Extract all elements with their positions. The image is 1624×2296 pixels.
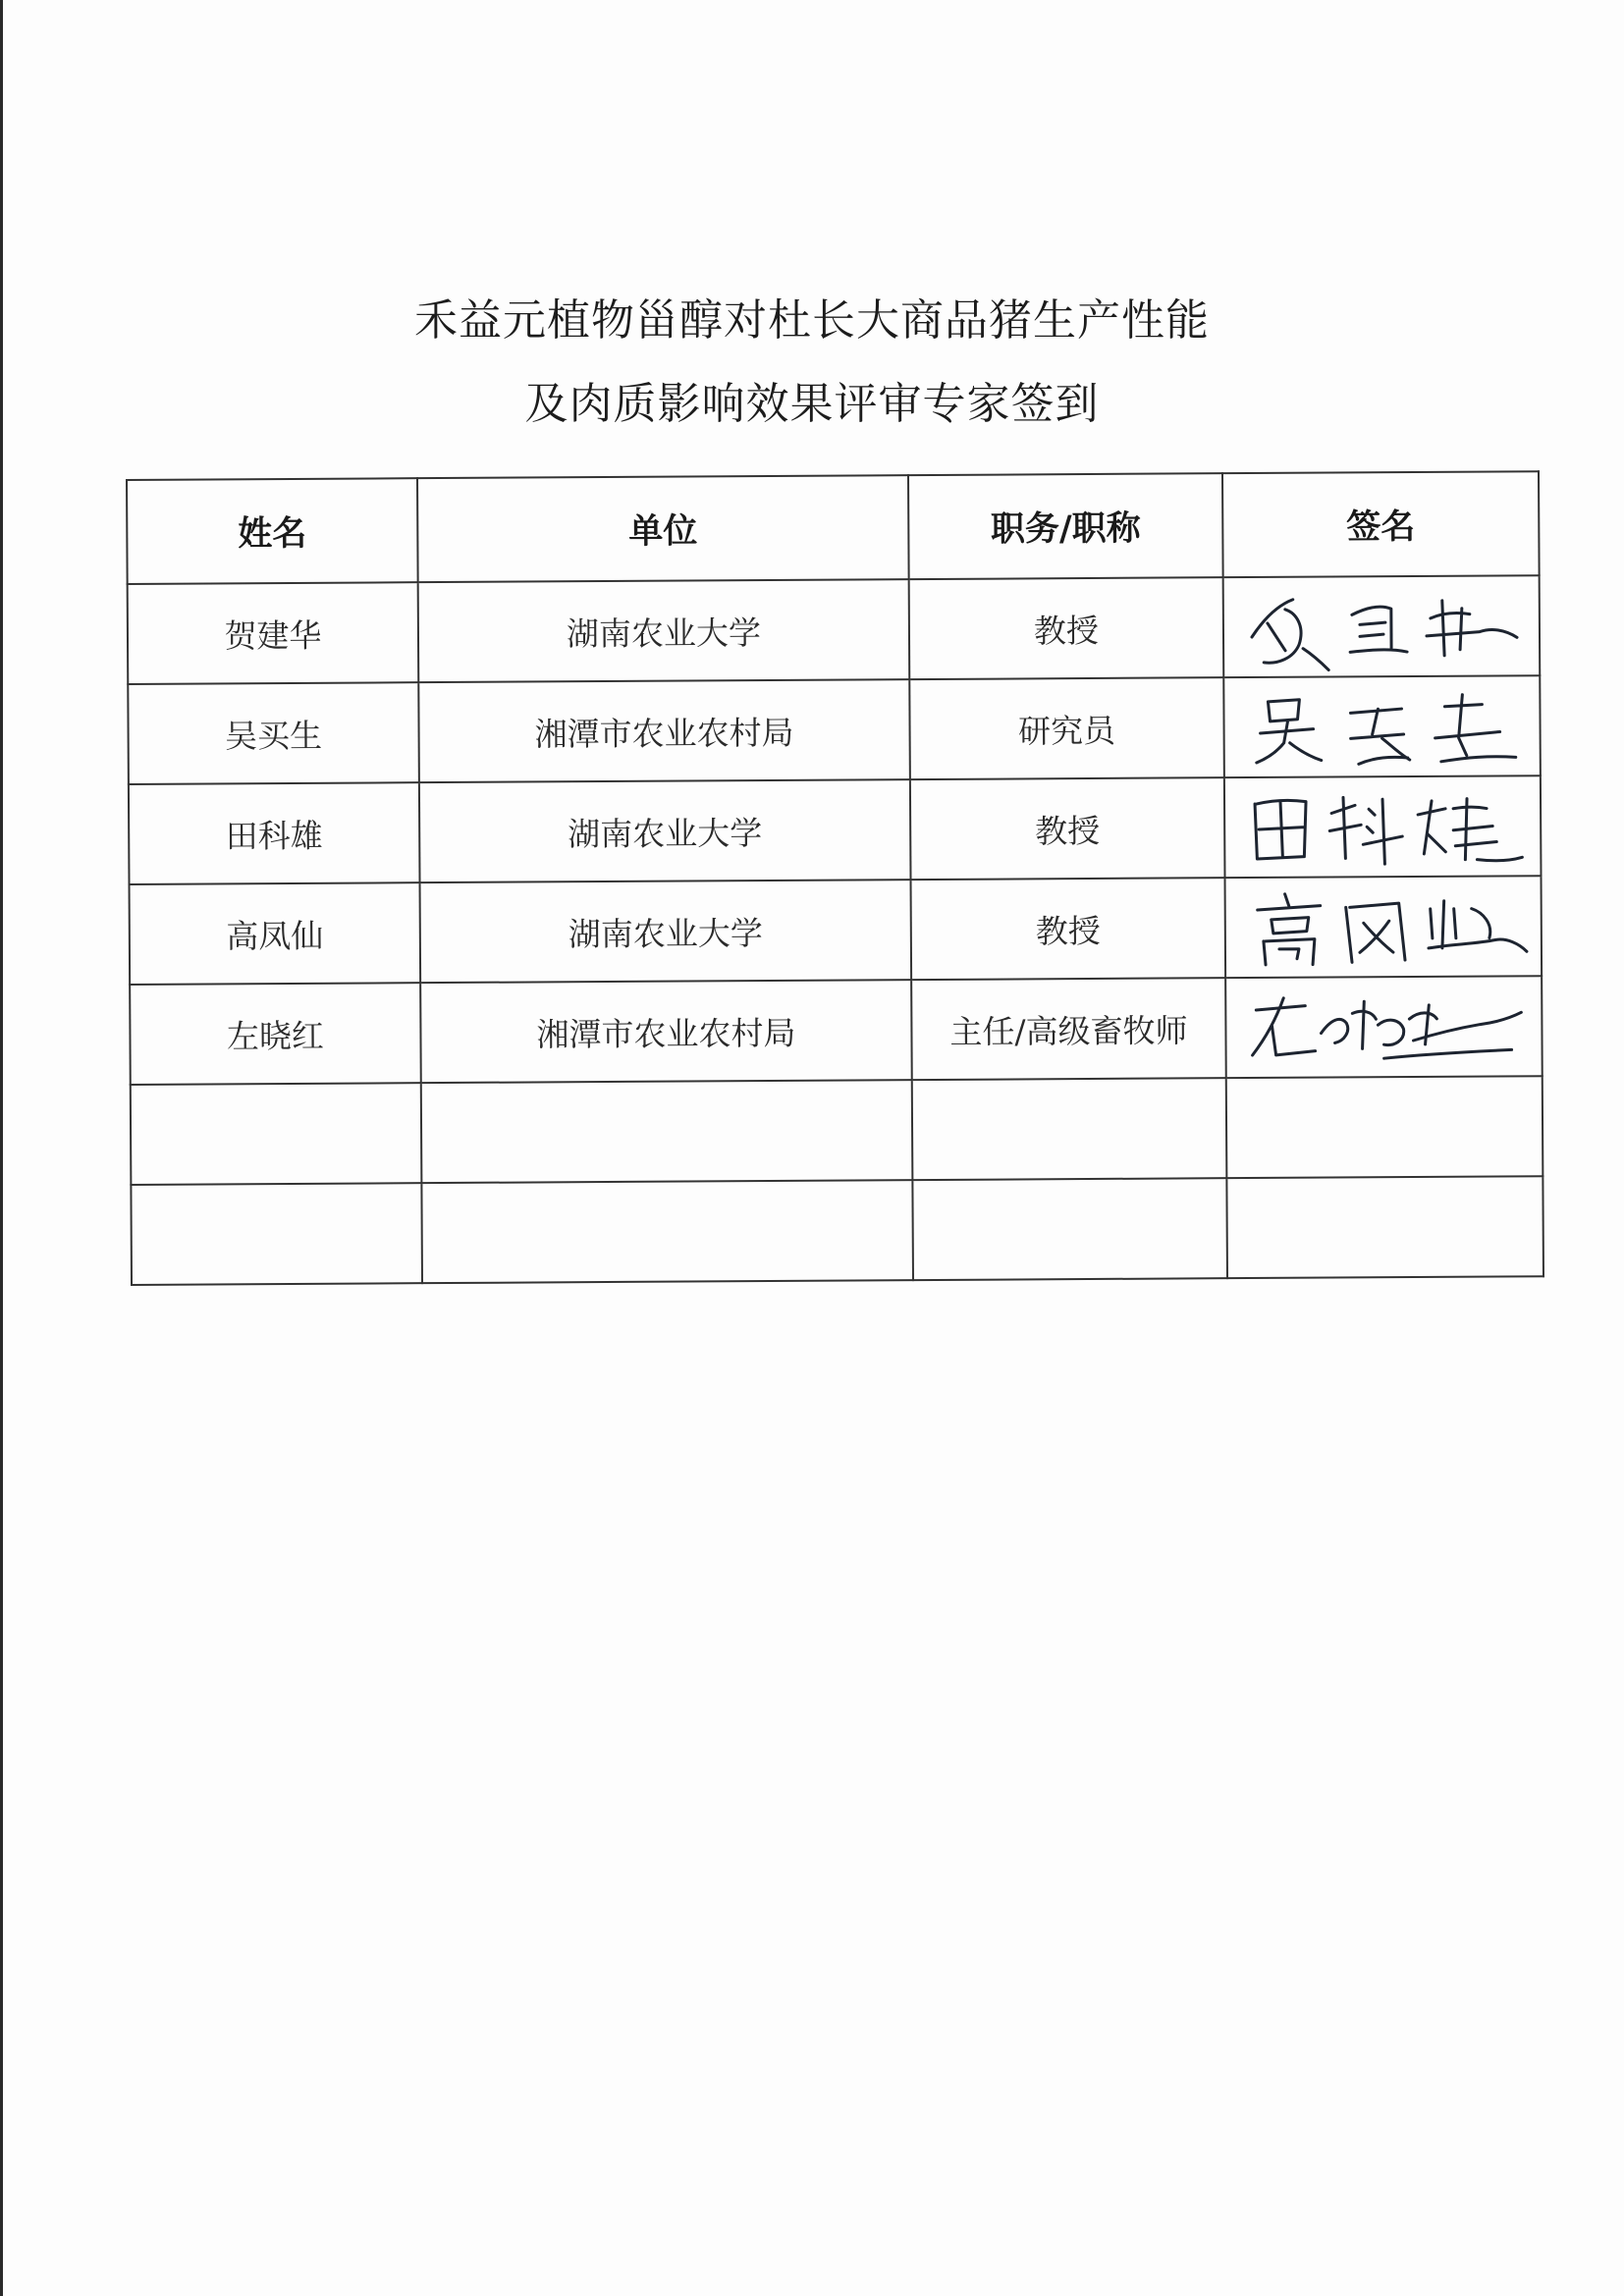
cell-name: 贺建华: [128, 582, 419, 684]
cell-signature: [1226, 1176, 1543, 1278]
cell-name: [131, 1183, 422, 1285]
document-title-line2: 及肉质影响效果评审专家签到: [524, 379, 1100, 429]
cell-name: 高凤仙: [130, 882, 421, 985]
cell-title: [912, 1178, 1227, 1280]
cell-title: 教授: [909, 577, 1224, 679]
header-title: 职务/职称: [908, 473, 1223, 579]
table-header-row: [127, 471, 1540, 584]
cell-signature: [1224, 775, 1542, 878]
cell-signature: [1223, 575, 1541, 677]
sign-in-table: [126, 470, 1544, 1286]
header-signature: 签名: [1222, 471, 1540, 577]
cell-title: 教授: [911, 878, 1226, 980]
header-name: 姓名: [127, 478, 418, 584]
table-row: [128, 575, 1541, 684]
cell-unit: [421, 1180, 913, 1283]
cell-title: 研究员: [909, 677, 1224, 779]
cell-signature: [1225, 976, 1543, 1078]
table-row: [128, 675, 1541, 784]
cell-signature: [1223, 675, 1541, 777]
header-unit: 单位: [417, 475, 909, 582]
handwritten-signature: [1236, 979, 1532, 1075]
cell-signature: [1225, 876, 1543, 978]
table-row: [130, 976, 1543, 1085]
handwritten-signature: [1234, 678, 1530, 774]
cell-title: [912, 1078, 1227, 1180]
handwritten-signature: [1236, 879, 1532, 975]
handwritten-signature: [1235, 778, 1531, 875]
cell-name: 田科雄: [129, 782, 420, 884]
document-title-line1: 禾益元植物甾醇对杜长大商品猪生产性能: [414, 295, 1210, 346]
table-row: [131, 1076, 1543, 1185]
cell-name: [131, 1083, 422, 1185]
cell-unit: 湖南农业大学: [420, 880, 912, 983]
cell-unit: 湘潭市农业农村局: [420, 980, 912, 1083]
cell-name: 吴买生: [128, 682, 419, 784]
handwritten-signature: [1234, 578, 1530, 674]
cell-name: 左晓红: [130, 983, 421, 1085]
cell-title: 教授: [910, 777, 1225, 880]
table-row: [131, 1176, 1543, 1285]
table-row: [129, 775, 1542, 884]
cell-unit: 湘潭市农业农村局: [418, 679, 910, 782]
table-row: [130, 876, 1543, 985]
cell-signature: [1226, 1076, 1543, 1178]
cell-title: 主任/高级畜牧师: [911, 978, 1226, 1080]
cell-unit: 湖南农业大学: [418, 579, 910, 682]
cell-unit: 湖南农业大学: [419, 779, 911, 882]
cell-unit: [421, 1080, 913, 1183]
